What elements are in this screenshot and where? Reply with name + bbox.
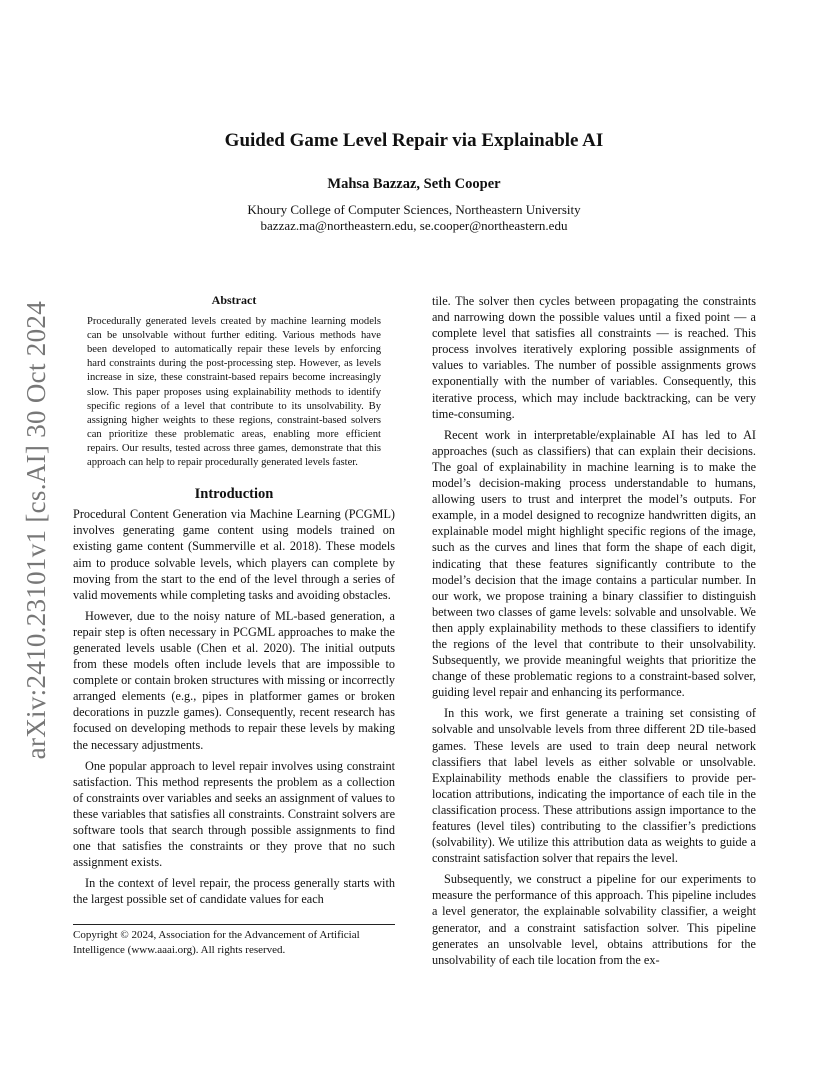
right-column (432, 293, 756, 968)
author-emails: bazzaz.ma@northeastern.edu, se.cooper@northeastern.edu (260, 218, 568, 233)
arxiv-identifier (22, 300, 50, 760)
intro-paragraph: However, due to the noisy nature of ML-based generation, a repair step is often necessary in PCGML approaches to make the generated levels usable (Chen et al. 2020). The initial outputs from these models often include levels that are impossible to complete or contain broken structures with missing or incorrectly arranged elements (e.g., pipes in platformer games or broken decorations in puzzle games). Consequently, recent research has focused on developing methods to repair these levels by making the necessary adjustments. (73, 608, 395, 752)
paper-title: Guided Game Level Repair via Explainable AI (224, 130, 604, 151)
left-column (73, 292, 395, 907)
abstract-text: Procedurally generated levels created by machine learning models can be unsolvable without further editing. Various methods have been developed to automatically repair these levels by enforcing hard constraints during the post-processing step. However, as levels increase in size, these constraint-based repairs become increasingly slow. This paper proposes using explainability methods to identify specific regions of a level that contribute to its unsolvability. By assigning higher weights to these regions, constraint-based solvers can prioritize these problematic areas, enabling more efficient repairs. Our results, tested across three games, demonstrate that this approach can help to repair procedurally generated levels faster. (87, 316, 381, 469)
intro-paragraph: tile. The solver then cycles between propagating the constraints and narrowing down the possible values until a fixed point — a complete level that satisfies all constraints — is reached. This process involves iteratively exploring possible assignments of values to variables. The number of possible assignments grows exponentially with the number of variables. Consequently, this iterative process, which may include backtracking, can be very time-consuming. (432, 294, 756, 421)
intro-paragraph: Subsequently, we construct a pipeline for our experiments to measure the performance of this approach. This pipeline includes a level generator, the explainable solvability classifier, a weight generator, and a constraint satisfaction solver. This pipeline generates an unsolvable level, obtains attributions for the unsolvability of each tile location from the ex- (432, 872, 756, 967)
introduction-heading: Introduction (194, 486, 274, 503)
intro-paragraph: Procedural Content Generation via Machine Learning (PCGML) involves generating game content using models trained on existing game content (Summerville et al. 2018). These models aim to produce solvable levels, which players can complete by moving from the start to the end of the level through a series of valid movements while completing tasks and avoiding obstacles. (73, 507, 395, 602)
affiliation: Khoury College of Computer Sciences, Northeastern University (247, 202, 581, 217)
intro-paragraph: In this work, we first generate a training set consisting of solvable and unsolvable levels from three different 2D tile-based games. These levels are used to train deep neural network classifiers that label levels as either solvable or unsolvable. Explainability methods enable the classifiers to provide per-location attributions, indicating the importance of each tile in the classification process. These attributions assign importance to the features (level tiles) contributing to the classifier’s predictions (solvability). We utilize this attribution data as weights to guide a constraint satisfaction solver that repairs the level. (432, 706, 756, 866)
intro-paragraph: Recent work in interpretable/explainable AI has led to AI approaches (such as classifiers) that can explain their decisions. The goal of explainability in machine learning is to make the model’s decision-making process understandable to humans, allowing users to trust and interpret the model’s outputs. For example, in a model designed to recognize handwritten digits, an explainable model might highlight specific regions of the image, such as the curves and lines that form the shape of each digit, indicating that these features significantly contribute to the model’s decision that the image contains a particular number. In our work, we propose training a binary classifier to distinguish between two classes of game levels: solvable and unsolvable. We then apply explainability methods to these classifiers to identify the regions of the level that contribute to their unsolvability. Subsequently, we provide meaningful weights that prioritize the change of these problematic regions to a constraint-based solver, guiding level repair and enhancing its performance. (432, 427, 756, 700)
affiliation-block (0, 202, 828, 234)
intro-paragraph: One popular approach to level repair involves using constraint satisfaction. This method represents the problem as a collection of constraints over variables and seeks an assignment of values to these variables that satisfies all constraints. Constraint solvers are software tools that search through possible assignments to find one that satisfies the constraints or they prove that no such assignment exists. (73, 758, 395, 870)
author-list: Mahsa Bazzaz, Seth Cooper (327, 176, 501, 192)
arxiv-identifier-text: arXiv:2410.23101v1 [cs.AI] 30 Oct 2024 (20, 300, 51, 760)
abstract-heading: Abstract (211, 293, 257, 307)
intro-paragraph: In the context of level repair, the process generally starts with the largest possible set of candidate values for each (73, 876, 395, 907)
copyright-footnote: Copyright © 2024, Association for the Advancement of Artificial Intelligence (www.aaai.org). All rights reserved. (73, 924, 395, 957)
